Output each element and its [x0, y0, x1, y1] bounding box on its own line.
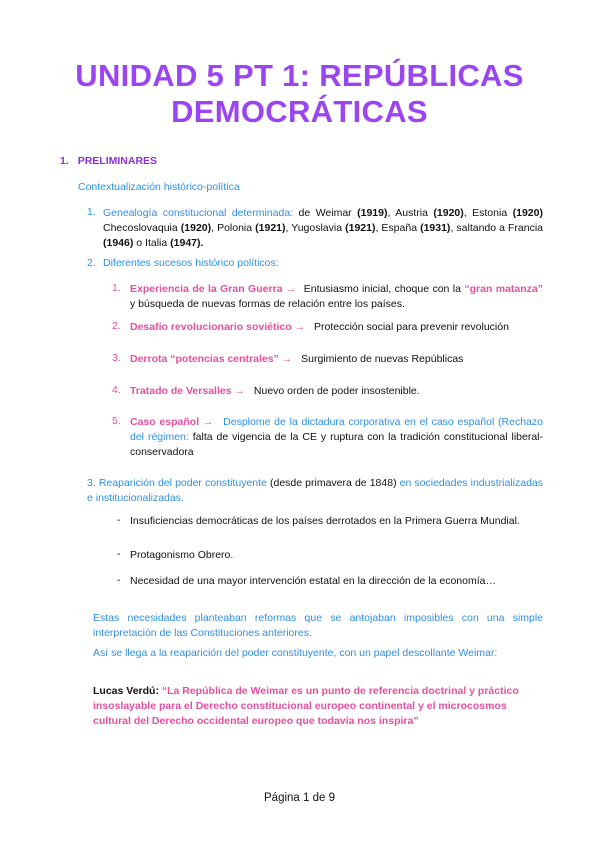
arrow-icon: →	[281, 353, 293, 365]
year-value: (1921)	[255, 222, 286, 234]
country-text: de Weimar	[293, 207, 358, 219]
sub2-paragraph	[130, 320, 543, 335]
sub4-desc: Nuevo orden de poder insostenible.	[253, 385, 420, 397]
sub3-paragraph	[130, 352, 543, 367]
arrow-icon: →	[285, 283, 297, 295]
sub2-number: 2.	[112, 320, 121, 332]
item1-paragraph	[103, 206, 543, 251]
title-line-2: DEMOCRÁTICAS	[171, 94, 428, 129]
sub5-number: 5.	[112, 415, 121, 427]
bullet-dash-icon: -	[117, 514, 121, 526]
item2-label: Diferentes sucesos histórico políticos:	[103, 257, 279, 269]
page-footer: Página 1 de 9	[264, 792, 335, 804]
year-value: (1946)	[103, 237, 134, 249]
sub3-desc: Surgimiento de nuevas Repúblicas	[301, 353, 464, 365]
sub3-title-a: Derrota	[130, 353, 171, 365]
sub5-desc-blue: Desplome de la dictadura corporativa en el caso español (Rechazo del régimen:	[130, 416, 544, 443]
country-text: , España	[375, 222, 421, 234]
paragraph-2: Así se llega a la reaparición del poder constituyente, con un papel descollante Weimar:	[93, 647, 498, 659]
item3-text-a: 3. Reaparición del poder constituyente	[87, 477, 267, 489]
section-number: 1.	[60, 155, 69, 167]
bullet-item: Necesidad de una mayor intervención estatal en la dirección de la economía…	[130, 575, 496, 587]
country-text: , Polonia	[211, 222, 256, 234]
bullet-dash-icon: -	[117, 574, 121, 586]
year-value: (1931)	[420, 222, 451, 234]
sub5-paragraph	[130, 415, 543, 460]
item1-label: Genealogía constitucional determinada:	[103, 207, 294, 219]
item3-text-c: en sociedades industrializadas e institucionalizadas.	[87, 477, 544, 504]
sub1-desc-a: Entusiasmo inicial, choque con la	[303, 283, 465, 295]
item1-number: 1.	[87, 206, 96, 218]
sub1-quote: “gran matanza”	[464, 283, 544, 295]
country-text: , Yugoslavia	[285, 222, 346, 234]
sub4-paragraph	[130, 384, 543, 399]
year-value: (1921)	[345, 222, 376, 234]
arrow-icon: →	[234, 385, 245, 397]
section-subheading: Contextualización histórico-política	[78, 181, 240, 193]
sub2-desc: Protección social para prevenir revolución	[313, 321, 509, 333]
paragraph-1: Estas necesidades planteaban reformas que se antojaban imposibles con una simple interpretación de las Constituciones anteriores.	[93, 612, 543, 639]
sub1-desc-b: y búsqueda de nuevas formas de relación entre los países.	[130, 298, 405, 310]
country-text: , saltando a Francia	[450, 222, 544, 234]
sub5-desc-black: falta de vigencia de la CE y ruptura con la tradición constitucional liberal-conservadora	[130, 431, 543, 458]
item3-text-b: (desde primavera de 1848)	[266, 477, 400, 489]
year-value: (1919)	[357, 207, 388, 219]
sub3-number: 3.	[112, 352, 121, 364]
quote-text: “La República de Weimar es un punto de referencia doctrinal y práctico insoslayable para el Derecho constitucional europeo continental y el microcosmos cultural del Derecho occidental europeo que todavía nos inspira”	[93, 685, 519, 727]
bullet-item: Protagonismo Obrero.	[130, 549, 234, 561]
quote-block	[93, 684, 543, 729]
country-text: , Estonia	[463, 207, 513, 219]
year-value: (1947).	[170, 237, 204, 249]
item3-paragraph	[87, 476, 543, 506]
bullet-item: Insuficiencias democráticas de los países derrotados en la Primera Guerra Mundial.	[130, 515, 520, 527]
year-value: (1920)	[512, 207, 543, 219]
arrow-icon: →	[294, 321, 306, 333]
country-text: , Austria	[387, 207, 434, 219]
country-text: o Italia	[133, 237, 171, 249]
year-value: (1920)	[433, 207, 464, 219]
country-text: Checoslovaquia	[103, 222, 181, 234]
quote-author: Lucas Verdú:	[93, 685, 159, 697]
section-heading	[60, 155, 157, 167]
sub4-title: Tratado de Versalles	[130, 385, 232, 397]
item2-number: 2.	[87, 257, 96, 269]
section-title: PRELIMINARES	[77, 155, 158, 167]
sub1-title: Experiencia de la Gran Guerra	[130, 283, 283, 295]
sub3-title-b: “potencias centrales”	[170, 353, 279, 365]
sub2-title: Desafío revolucionario soviético	[130, 321, 292, 333]
sub1-paragraph	[130, 282, 543, 312]
sub5-title: Caso español	[130, 416, 200, 428]
sub1-number: 1.	[112, 282, 121, 294]
arrow-icon: →	[202, 416, 214, 428]
title-line-1: UNIDAD 5 PT 1: REPÚBLICAS	[75, 58, 524, 93]
sub4-number: 4.	[112, 384, 121, 396]
page-title	[0, 58, 599, 130]
bullet-dash-icon: -	[117, 548, 121, 560]
year-value: (1920)	[180, 222, 212, 234]
